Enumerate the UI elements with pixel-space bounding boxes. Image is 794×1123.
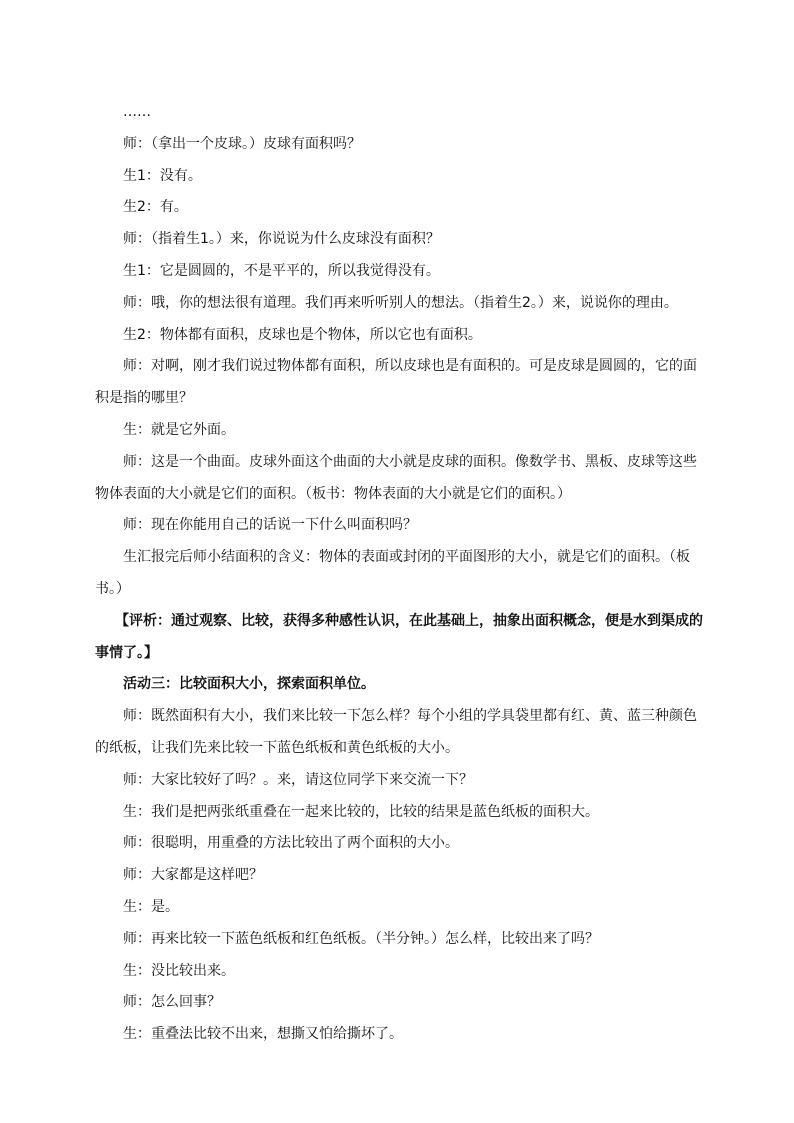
dialogue-line: 生：没比较出来。 — [123, 962, 235, 979]
dialogue-line: 师：（指着生1。）来，你说说为什么皮球没有面积？ — [123, 231, 440, 248]
dialogue-line: 师：这是一个曲面。皮球外面这个曲面的大小就是皮球的面积。像数学书、黑板、皮球等这些物体表面的大小就是它们的面积。（板书：物体表面的大小就是它们的面积。） — [95, 453, 697, 502]
dialogue-line: 师：哦，你的想法很有道理。我们再来听听别人的想法。（指着生2。）来，说说你的理由。 — [123, 294, 678, 311]
dialogue-line: 师：大家都是这样吧？ — [123, 867, 263, 884]
dialogue-line: 生汇报完后师小结面积的含义：物体的表面或封闭的平面图形的大小，就是它们的面积。（板书。） — [95, 549, 690, 597]
dialogue-line: 生：是。 — [123, 898, 179, 915]
dialogue-line: 师：很聪明，用重叠的方法比较出了两个面积的大小。 — [123, 835, 459, 852]
dialogue-line: 师：怎么回事？ — [123, 994, 221, 1011]
dialogue-line: 生1：没有。 — [123, 167, 202, 184]
dialogue-line: 生：就是它外面。 — [123, 421, 235, 438]
dialogue-line: 生2：物体都有面积，皮球也是个物体，所以它也有面积。 — [123, 326, 482, 343]
dialogue-line: 师：（拿出一个皮球。）皮球有面积吗？ — [123, 135, 361, 152]
dialogue-line: 生2：有。 — [123, 199, 188, 216]
section-heading: 活动三：比较面积大小，探索面积单位。 — [123, 676, 375, 693]
dialogue-line: 师：既然面积有大小，我们来比较一下怎么样？每个小组的学具袋里都有红、黄、蓝三种颜色的纸板，让我们先来比较一下蓝色纸板和黄色纸板的大小。 — [95, 708, 697, 756]
dialogue-line: 师：现在你能用自己的话说一下什么叫面积吗？ — [123, 517, 417, 534]
dialogue-line: 生：重叠法比较不出来，想撕又怕给撕坏了。 — [123, 1026, 403, 1043]
dialogue-line: 师：再来比较一下蓝色纸板和红色纸板。（半分钟。）怎么样，比较出来了吗？ — [123, 930, 599, 947]
dialogue-line: 生：我们是把两张纸重叠在一起来比较的，比较的结果是蓝色纸板的面积大。 — [123, 803, 599, 820]
dialogue-line: 师：对啊，刚才我们说过物体都有面积，所以皮球也是有面积的。可是皮球是圆圆的，它的面积是指的哪里？ — [95, 358, 697, 407]
ellipsis-line: …… — [123, 104, 151, 120]
dialogue-line: 生1：它是圆圆的，不是平平的，所以我觉得没有。 — [123, 262, 440, 279]
dialogue-line: 师：大家比较好了吗？。来，请这位同学下来交流一下？ — [123, 771, 473, 788]
commentary-note: 【评析：通过观察、比较，获得多种感性认识，在此基础上，抽象出面积概念，便是水到渠成的事情了。】 — [95, 612, 703, 661]
lesson-transcript — [95, 97, 705, 1051]
